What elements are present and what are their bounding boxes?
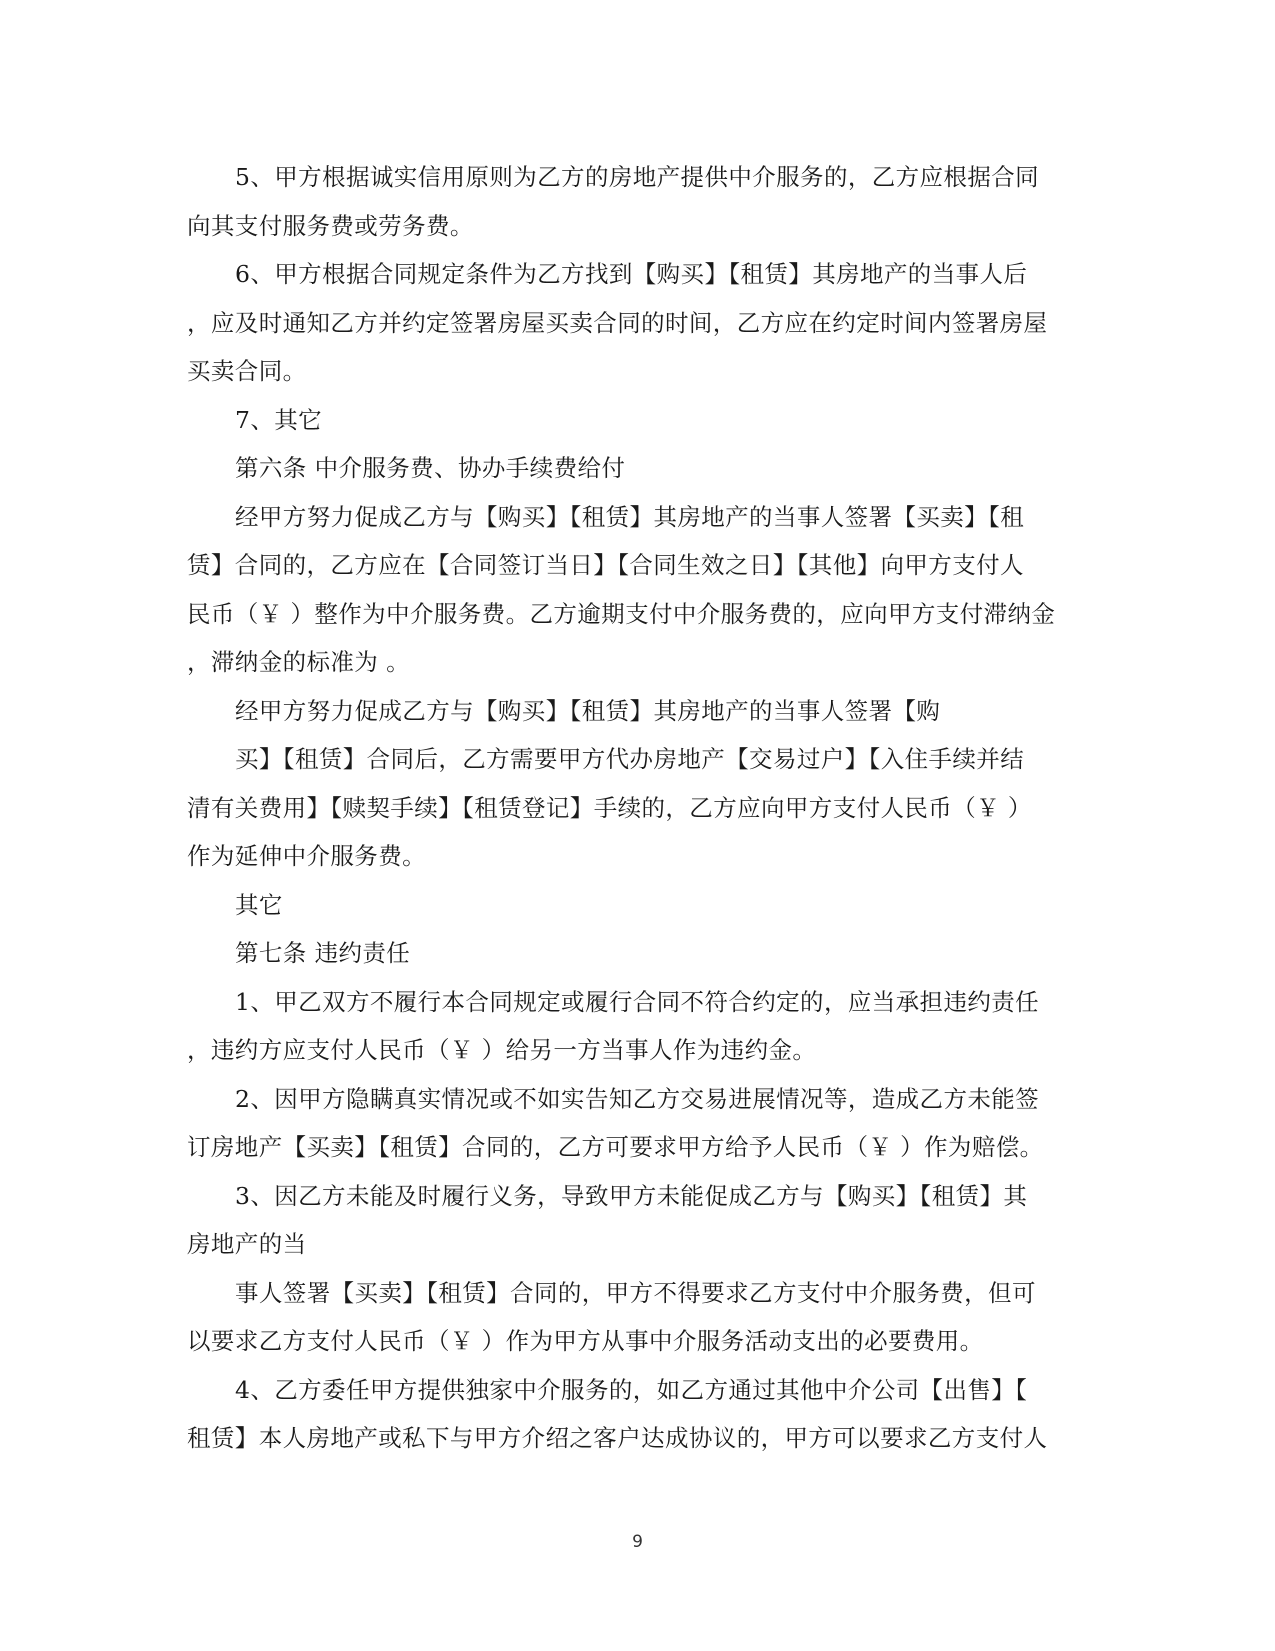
paragraph-line: 民币（￥ ）整作为中介服务费。乙方逾期支付中介服务费的，应向甲方支付滞纳金: [187, 599, 1056, 628]
paragraph-line: 5、甲方根据诚实信用原则为乙方的房地产提供中介服务的，乙方应根据合同: [235, 163, 1040, 191]
paragraph-line: ，应及时通知乙方并约定签署房屋买卖合同的时间，乙方应在约定时间内签署房屋: [187, 308, 1048, 337]
paragraph-line: 4、乙方委任甲方提供独家中介服务的，如乙方通过其他中介公司【出售】【: [235, 1375, 1028, 1404]
paragraph-line: 以要求乙方支付人民币（￥ ）作为甲方从事中介服务活动支出的必要费用。: [187, 1327, 984, 1355]
paragraph-line: 6、甲方根据合同规定条件为乙方找到【购买】【租赁】其房地产的当事人后: [235, 260, 1028, 288]
paragraph-line: 赁】合同的，乙方应在【合同签订当日】【合同生效之日】【其他】向甲方支付人: [187, 551, 1024, 579]
section-heading: 第七条 违约责任: [235, 939, 411, 967]
paragraph-line: 其它: [235, 890, 283, 919]
paragraph-line: 1、甲乙双方不履行本合同规定或履行合同不符合约定的，应当承担违约责任: [235, 987, 1040, 1016]
page-number: 9: [632, 1532, 643, 1552]
paragraph-line: 7、其它: [235, 405, 323, 434]
paragraph-line: 租赁】本人房地产或私下与甲方介绍之客户达成协议的，甲方可以要求乙方支付人: [187, 1424, 1048, 1452]
paragraph-line: 向其支付服务费或劳务费。: [187, 211, 474, 240]
paragraph-line: 经甲方努力促成乙方与【购买】【租赁】其房地产的当事人签署【买卖】【租: [235, 502, 1025, 531]
document-body: [187, 153, 1092, 1463]
paragraph-line: 买】【租赁】合同后，乙方需要甲方代办房地产【交易过户】【入住手续并结: [235, 745, 1025, 773]
section-heading: 第六条 中介服务费、协办手续费给付: [235, 454, 626, 482]
paragraph-line: ，滞纳金的标准为 。: [187, 648, 410, 676]
paragraph-line: 事人签署【买卖】【租赁】合同的，甲方不得要求乙方支付中介服务费，但可: [235, 1278, 1036, 1307]
paragraph-line: ，违约方应支付人民币（￥ ）给另一方当事人作为违约金。: [187, 1036, 817, 1064]
paragraph-line: 清有关费用】【赎契手续】【租赁登记】手续的，乙方应向甲方支付人民币（￥ ）: [187, 793, 1032, 822]
paragraph-line: 订房地产【买卖】【租赁】合同的，乙方可要求甲方给予人民币（￥ ）作为赔偿。: [187, 1133, 1044, 1161]
paragraph-line: 作为延伸中介服务费。: [187, 842, 426, 870]
paragraph-line: 2、因甲方隐瞒真实情况或不如实告知乙方交易进展情况等，造成乙方未能签: [235, 1084, 1040, 1113]
paragraph-line: 买卖合同。: [187, 357, 307, 385]
paragraph-line: 3、因乙方未能及时履行义务，导致甲方未能促成乙方与【购买】【租赁】其: [235, 1181, 1028, 1210]
paragraph-line: 房地产的当: [187, 1230, 307, 1258]
paragraph-line: 经甲方努力促成乙方与【购买】【租赁】其房地产的当事人签署【购: [235, 696, 941, 725]
